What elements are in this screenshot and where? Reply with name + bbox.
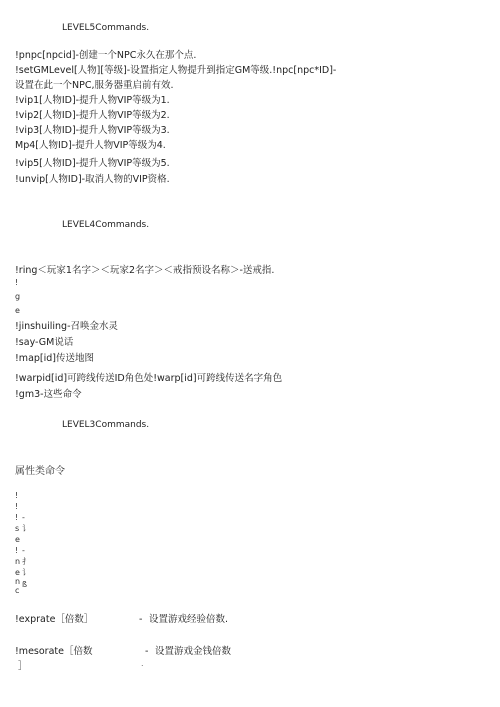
level5-line-9: !unvip[人物ID]-取消人物的VIP资格. <box>15 174 170 185</box>
level3-col-b-6: 讠 <box>22 568 30 577</box>
level4-fragment-3: e <box>15 306 20 315</box>
level3-col-a-7: n <box>15 557 21 566</box>
level3-col-a-9: n <box>15 577 21 586</box>
level4-line-5: !gm3-这些命令 <box>15 389 82 400</box>
mesorate-tail-mark: . <box>141 659 144 668</box>
level3-col-a-5: e <box>15 535 20 544</box>
level3-col-a-4: s <box>15 524 20 533</box>
level3-col-a-3: ! <box>15 513 19 522</box>
mesorate-dash: - <box>145 646 149 657</box>
exprate-description: 设置游戏经验倍数. <box>149 614 229 625</box>
level4-line-4: !warpid[id]可跨线传送ID角色处!warp[id]可跨线传送名字角色 <box>15 373 283 384</box>
level4-line-2: !say-GM说话 <box>15 337 74 348</box>
level3-col-b-7: ß <box>22 580 28 589</box>
mesorate-command-close: ］ <box>18 661 28 672</box>
mesorate-command: !mesorate［倍数 <box>15 646 93 657</box>
level3-heading: LEVEL3Commands. <box>62 420 150 430</box>
level5-line-1: !pnpc[npcid]-创建一个NPC永久在那个点. <box>15 50 197 61</box>
level5-line-3: 设置在此一个NPC,服务器重启前有效. <box>15 80 174 91</box>
exprate-command: !exprate［倍数］ <box>15 614 94 625</box>
level3-col-a-2: ! <box>15 502 19 511</box>
level5-line-8: !vip5[人物ID]-提升人物VIP等级为5. <box>15 158 170 169</box>
level5-line-7: Mp4[人物ID]-提升人物VIP等级为4. <box>15 140 166 151</box>
level5-line-2: !setGMLevel[人物][等级]-设置指定人物提升到指定GM等级.!npc[npc*ID]- <box>15 65 337 76</box>
mesorate-description: 设置游戏金钱倍数 <box>155 646 232 657</box>
level4-fragment-1: ! <box>15 278 19 287</box>
level3-col-b-5: 扌 <box>22 557 30 566</box>
exprate-dash: - <box>139 614 143 625</box>
level4-fragment-2: g <box>15 292 21 301</box>
level5-line-5: !vip2[人物ID]-提升人物VIP等级为2. <box>15 110 170 121</box>
level3-col-b-2: 讠 <box>22 524 30 533</box>
level3-col-a-10: c <box>15 586 20 595</box>
level5-line-6: !vip3[人物ID]-提升人物VIP等级为3. <box>15 125 170 136</box>
level5-heading: LEVEL5Commands. <box>62 23 150 33</box>
level3-col-a-1: ! <box>15 491 19 500</box>
level5-line-4: !vip1[人物ID]-提升人物VIP等级为1. <box>15 95 170 106</box>
level3-col-b-4: - <box>22 546 25 555</box>
level4-heading: LEVEL4Commands. <box>62 220 150 230</box>
level3-col-a-6: ! <box>15 546 19 555</box>
level3-col-b-1: - <box>22 513 25 522</box>
level4-line-3: !map[id]传送地图 <box>15 353 94 364</box>
level4-line-1: !jinshuiling-召唤金水灵 <box>15 321 118 332</box>
level3-col-a-8: e <box>15 568 20 577</box>
level3-subheading: 属性类命令 <box>15 466 65 477</box>
level4-ring-line: !ring＜玩家1名字＞＜玩家2名字＞＜戒指预设名称＞-送戒指. <box>15 265 275 276</box>
